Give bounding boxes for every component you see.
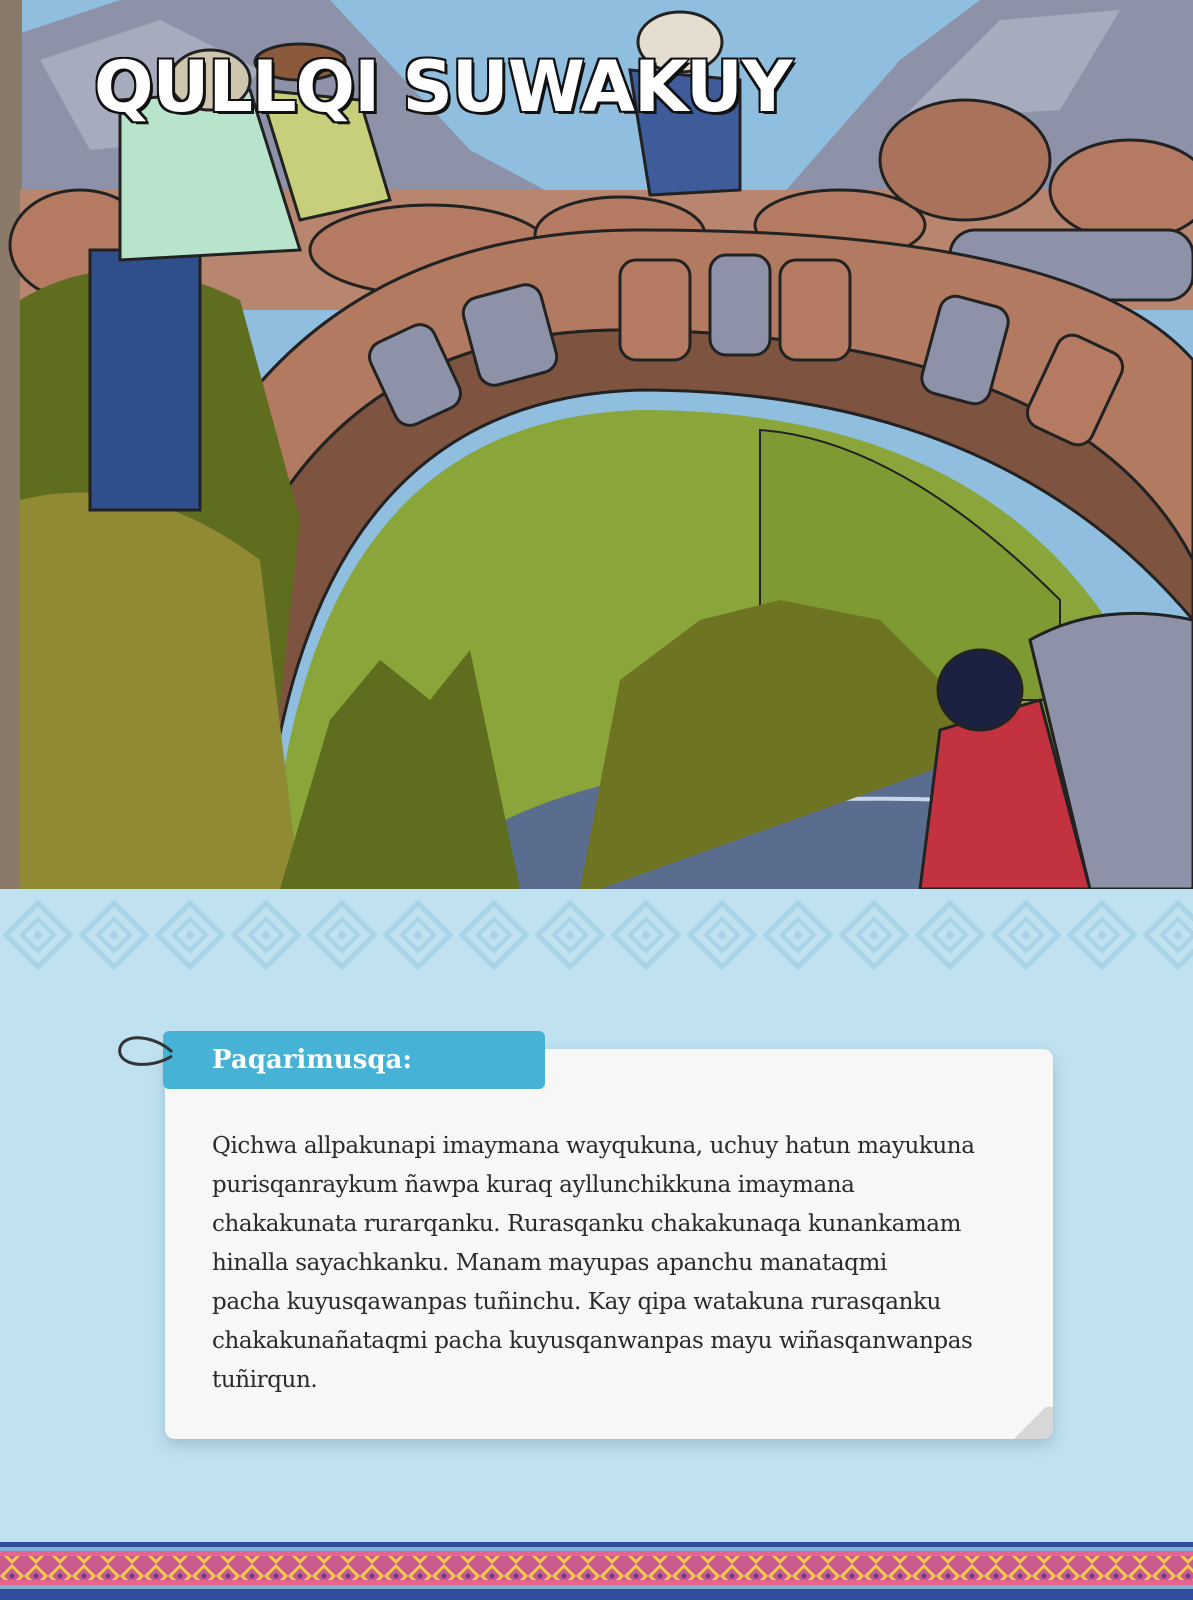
note-line: purisqanraykum ñawpa kuraq ayllunchikkuna imaymana xyxy=(212,1172,855,1198)
note-line: hinalla sayachkanku. Manam mayupas apanchu manataqmi xyxy=(212,1250,887,1276)
note-line: pacha kuyusqawanpas tuñinchu. Kay qipa watakuna rurasqanku xyxy=(212,1289,941,1315)
page-title: QULLQI SUWAKUY xyxy=(94,46,792,128)
note-line: Qichwa allpakunapi imaymana wayqukuna, uchuy hatun mayukuna xyxy=(212,1133,975,1159)
note-line: tuñirqun. xyxy=(212,1367,318,1393)
note-heading: Paqarimusqa: xyxy=(212,1045,412,1075)
woven-border xyxy=(0,1540,1193,1600)
note-line: chakakunañataqmi pacha kuyusqanwanpas mayu wiñasqanwanpas xyxy=(212,1328,973,1354)
string-loop-icon xyxy=(116,1032,176,1072)
note-body xyxy=(212,1127,1032,1400)
diamond-pattern-band xyxy=(0,889,1193,999)
page-curl xyxy=(1007,1407,1053,1439)
note-line: chakakunata rurarqanku. Rurasqanku chakakunaqa kunankamam xyxy=(212,1211,962,1237)
